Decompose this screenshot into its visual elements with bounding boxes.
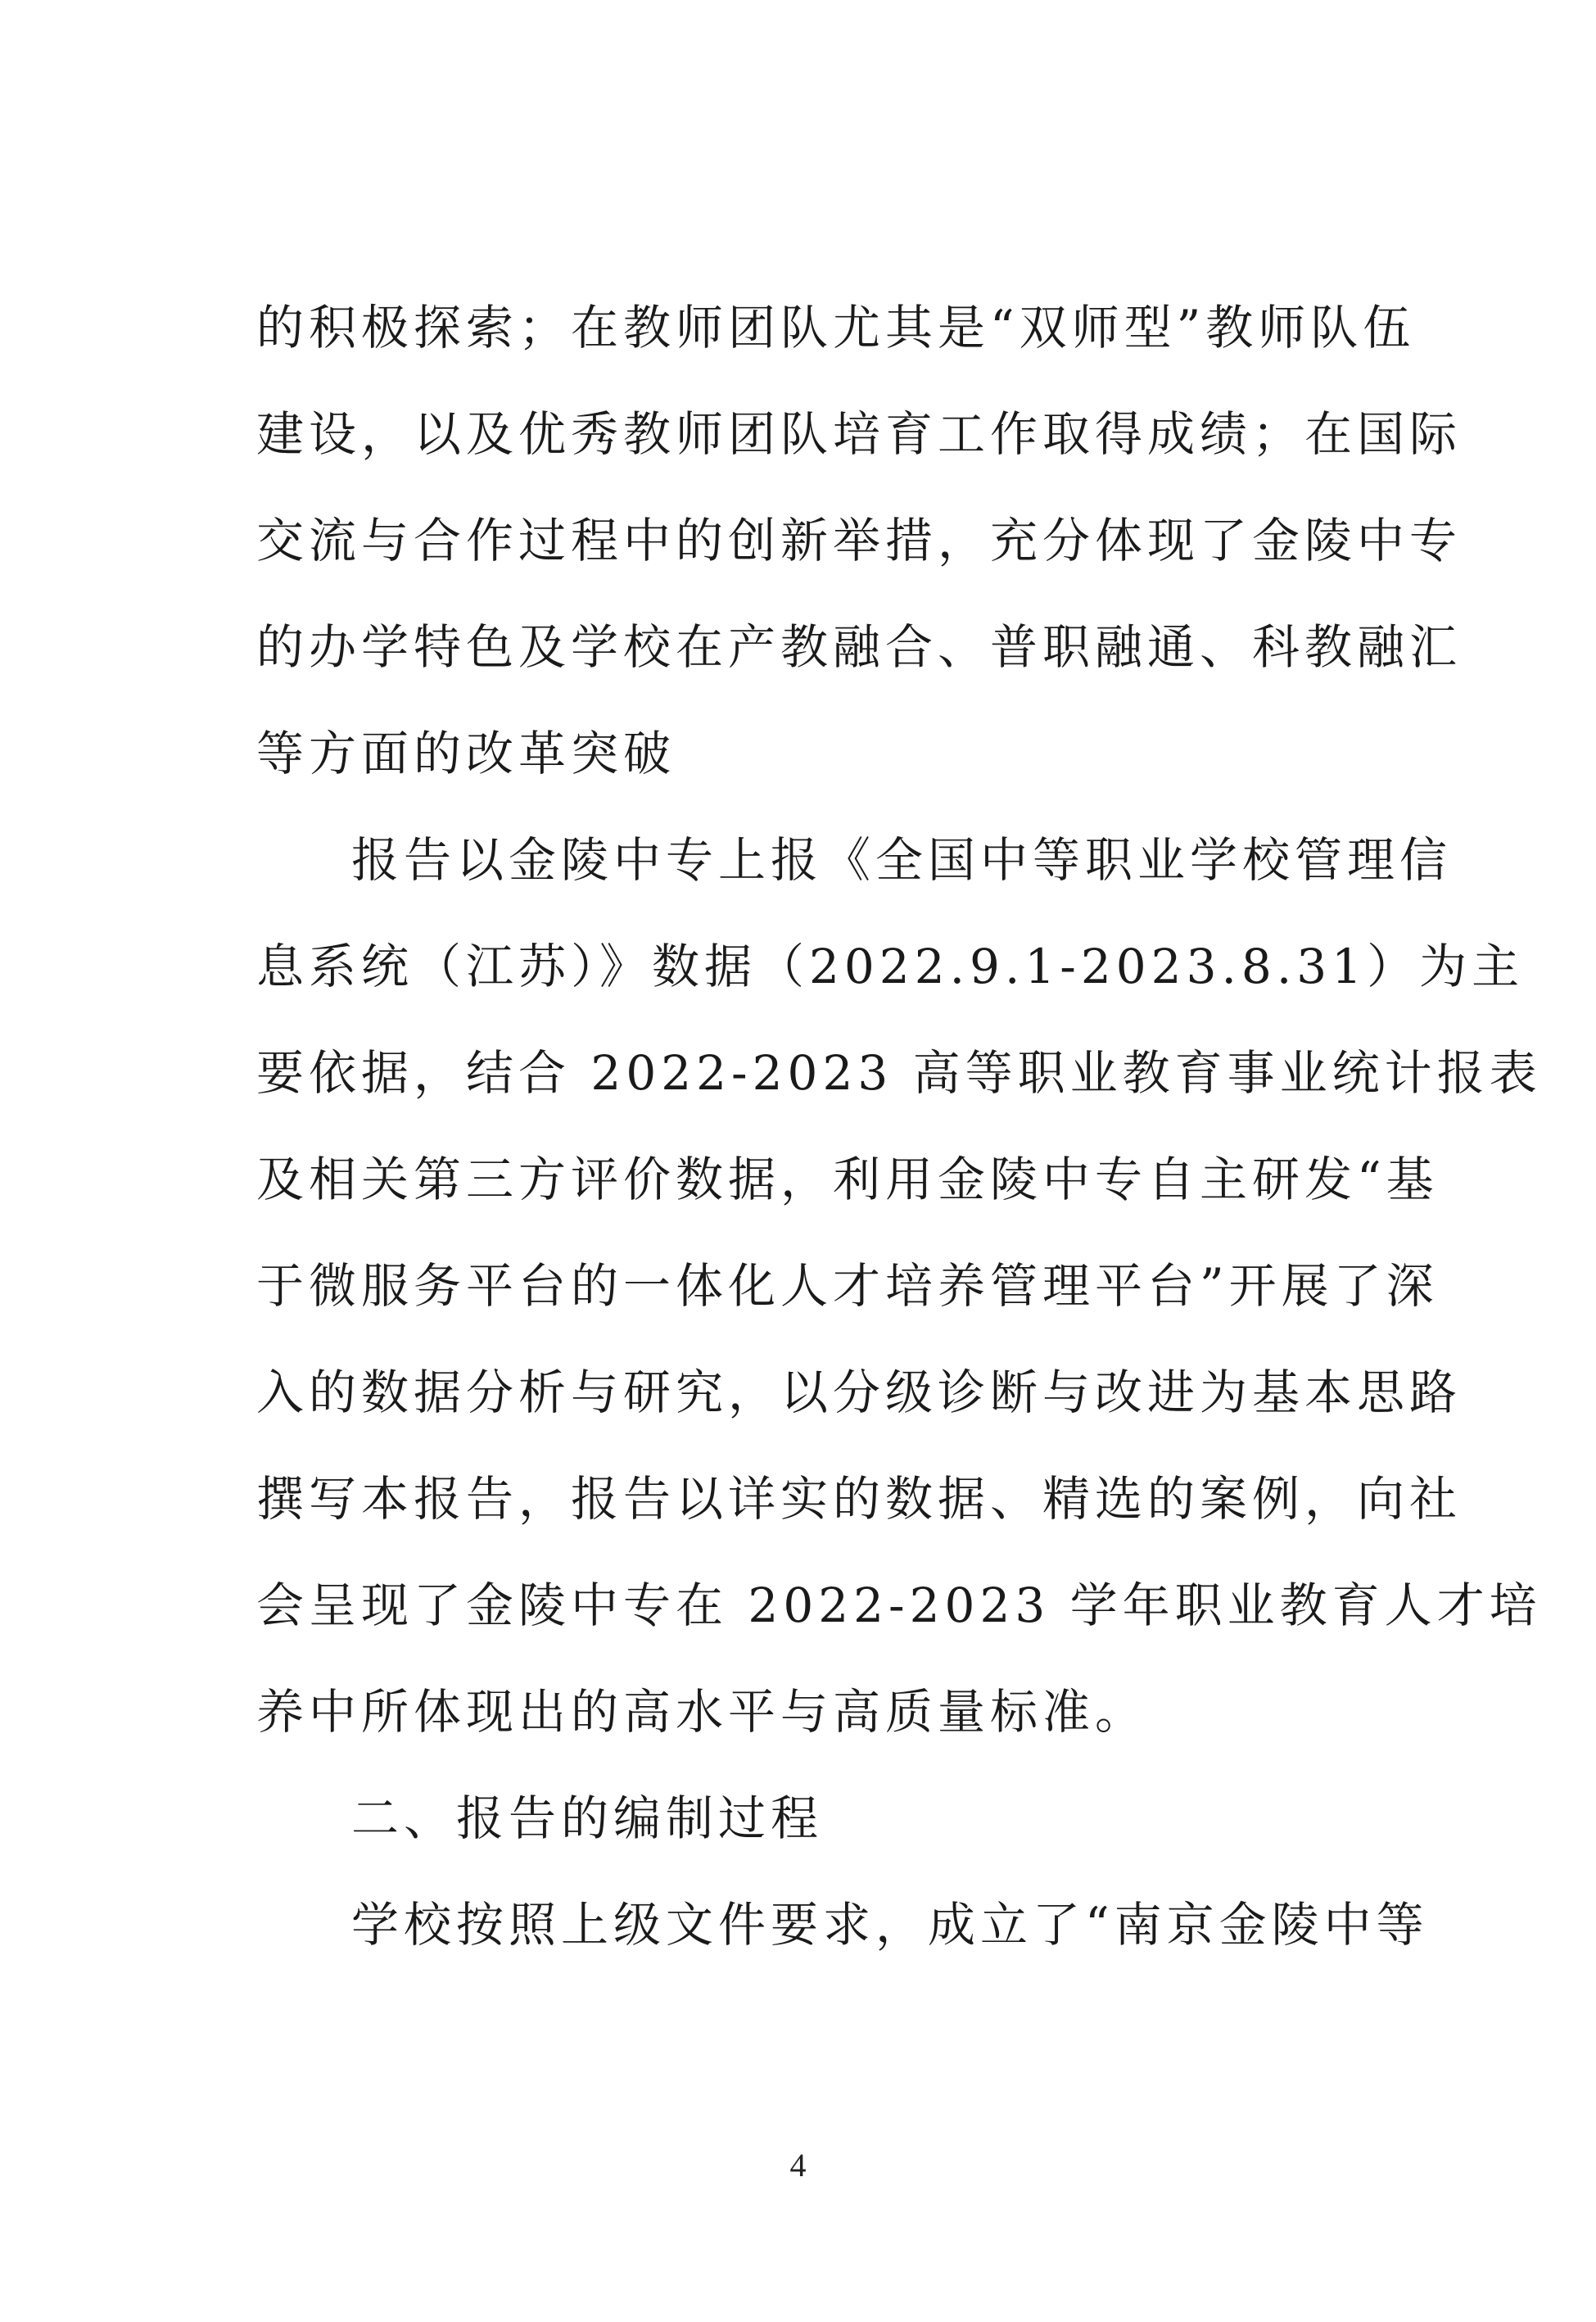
text-line: 入的数据分析与研究，以分级诊断与改进为基本思路 — [256, 1365, 1463, 1420]
text-line: 会呈现了金陵中专在 2022-2023 学年职业教育人才培 — [256, 1577, 1542, 1633]
text-line: 的办学特色及学校在产教融合、普职融通、科教融汇 — [256, 619, 1463, 675]
text-line: 交流与合作过程中的创新举措，充分体现了金陵中专 — [256, 513, 1463, 568]
paragraph-start-line: 学校按照上级文件要求，成立了“南京金陵中等 — [351, 1897, 1429, 1953]
text-line: 撰写本报告，报告以详实的数据、精选的案例，向社 — [256, 1471, 1463, 1527]
text-line: 息系统（江苏）》数据（2022.9.1-2023.8.31）为主 — [256, 939, 1525, 994]
text-line: 建设，以及优秀教师团队培育工作取得成绩；在国际 — [256, 406, 1463, 462]
page-number: 4 — [789, 2147, 807, 2184]
text-line: 于微服务平台的一体化人才培养管理平台”开展了深 — [256, 1258, 1439, 1314]
paragraph-start-line: 报告以金陵中专上报《全国中等职业学校管理信 — [351, 832, 1453, 888]
text-line: 等方面的改革突破 — [256, 726, 676, 781]
text-line: 要依据，结合 2022-2023 高等职业教育事业统计报表 — [256, 1045, 1542, 1101]
text-line: 的积极探索；在教师团队尤其是“双师型”教师队伍 — [256, 300, 1416, 355]
section-heading: 二、报告的编制过程 — [351, 1790, 824, 1846]
text-line: 养中所体现出的高水平与高质量标准。 — [256, 1684, 1148, 1740]
body-text — [256, 274, 1542, 1978]
text-line: 及相关第三方评价数据，利用金陵中专自主研发“基 — [256, 1152, 1439, 1207]
